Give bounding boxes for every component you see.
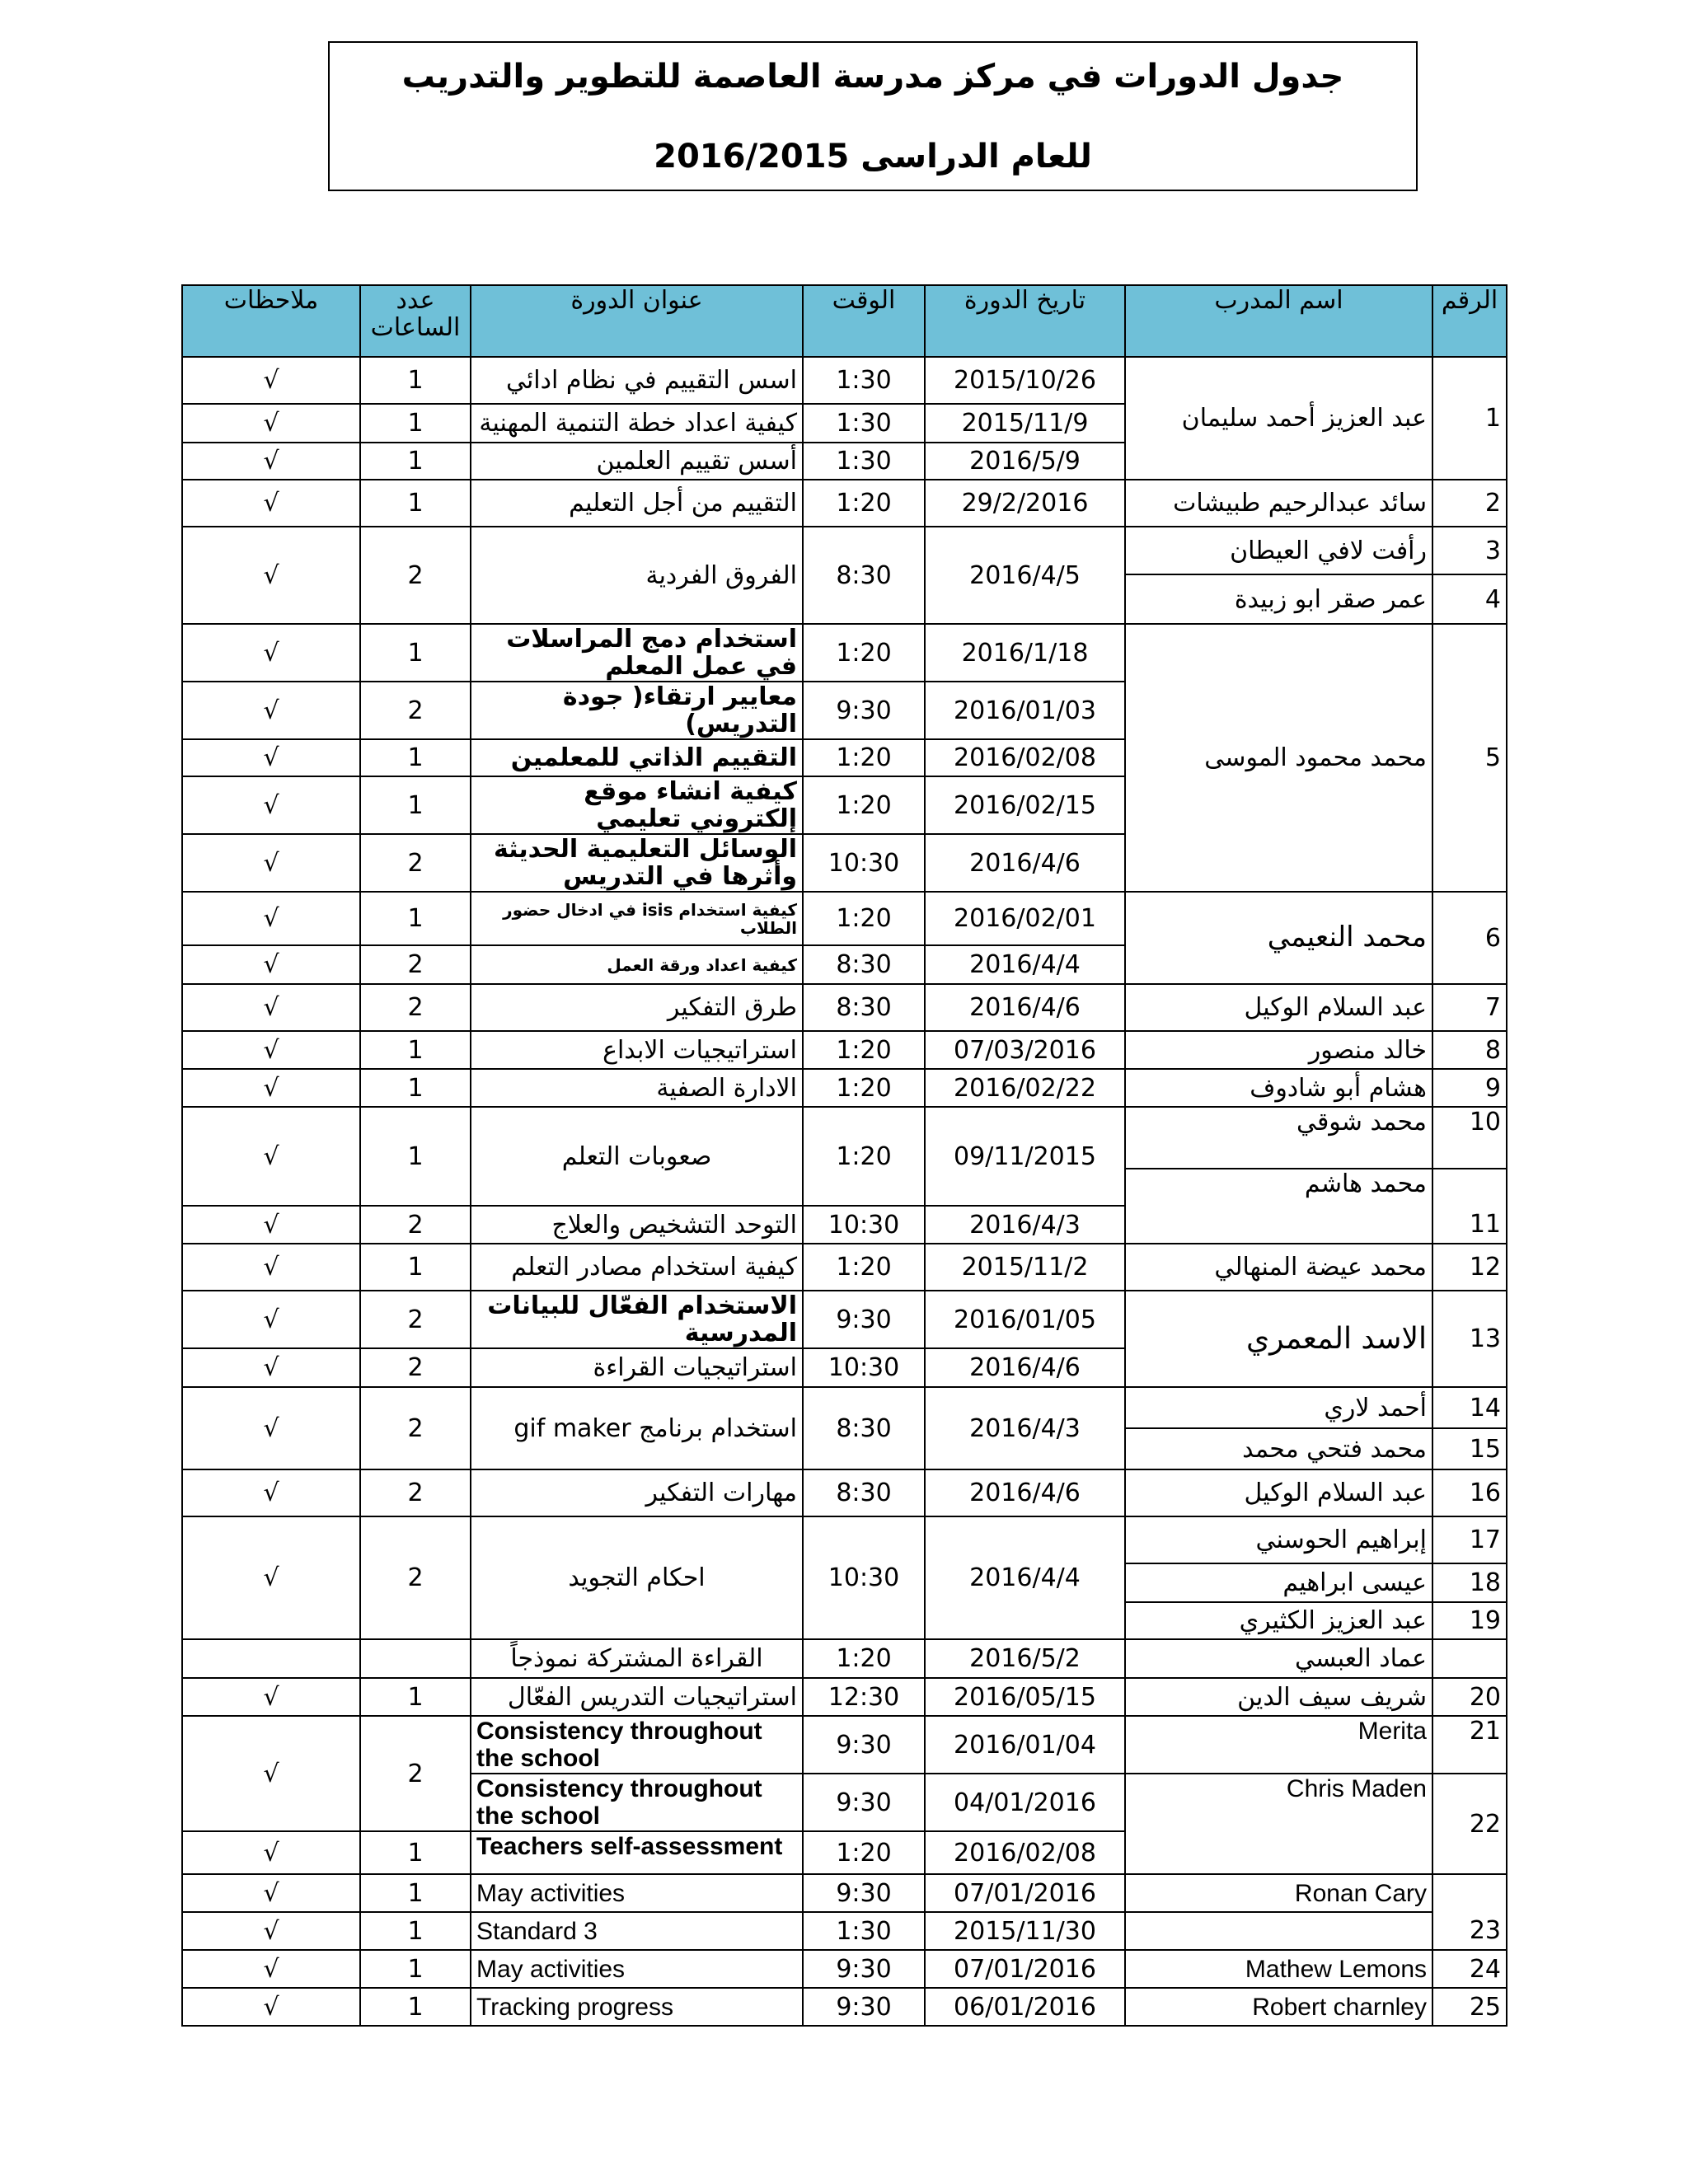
table-row	[182, 1291, 1507, 1348]
course-date: 2016/4/6	[925, 834, 1125, 892]
course-hours: 1	[360, 624, 471, 682]
course-time: 10:30	[803, 1348, 925, 1387]
notes-check: √	[182, 1678, 360, 1716]
course-time: 9:30	[803, 682, 925, 739]
course-time: 1:20	[803, 1639, 925, 1678]
header-hours: عدد الساعات	[360, 285, 471, 357]
notes-check: √	[182, 527, 360, 624]
course-time: 1:20	[803, 1069, 925, 1107]
notes-check: √	[182, 1206, 360, 1244]
header-date: تاريخ الدورة	[925, 285, 1125, 357]
course-time: 1:30	[803, 357, 925, 404]
course-date: 2016/4/6	[925, 984, 1125, 1031]
course-title: صعوبات التعلم	[471, 1107, 803, 1206]
course-hours: 1	[360, 892, 471, 945]
course-hours	[360, 1639, 471, 1678]
notes-check: √	[182, 1031, 360, 1069]
course-time: 9:30	[803, 1291, 925, 1348]
course-title: Consistency throughout the school	[471, 1774, 803, 1831]
course-hours: 1	[360, 739, 471, 776]
course-date: 2016/01/04	[925, 1716, 1125, 1774]
trainer-name: محمد شوقي	[1125, 1107, 1432, 1169]
table-row	[182, 1950, 1507, 1988]
table-row	[182, 1387, 1507, 1428]
course-date: 2016/4/5	[925, 527, 1125, 624]
course-time: 9:30	[803, 1874, 925, 1912]
trainer-name: عبد السلام الوكيل	[1125, 984, 1432, 1031]
course-hours: 1	[360, 1069, 471, 1107]
course-title: استخدام برنامج gif maker	[471, 1387, 803, 1469]
row-number: 2	[1432, 480, 1507, 527]
course-title: التوحد التشخيص والعلاج	[471, 1206, 803, 1244]
course-hours: 2	[360, 834, 471, 892]
row-number: 6	[1432, 892, 1507, 984]
course-title: طرق التفكير	[471, 984, 803, 1031]
course-hours: 1	[360, 443, 471, 480]
trainer-name: الاسد المعمري	[1125, 1291, 1432, 1387]
course-hours: 2	[360, 1516, 471, 1639]
course-title: الاستخدام الفعّال للبيانات المدرسية	[471, 1291, 803, 1348]
course-hours: 1	[360, 480, 471, 527]
row-number: 5	[1432, 624, 1507, 892]
table-row	[182, 1912, 1507, 1950]
course-date: 2016/02/15	[925, 776, 1125, 834]
table-row	[182, 1678, 1507, 1716]
notes-check: √	[182, 1716, 360, 1831]
trainer-name: رأفت لافي العيطان	[1125, 527, 1432, 574]
course-date: 06/01/2016	[925, 1988, 1125, 2026]
course-title: Teachers self-assessment	[471, 1831, 803, 1874]
course-title: الفروق الفردية	[471, 527, 803, 624]
course-title: التقييم الذاتي للمعلمين	[471, 739, 803, 776]
row-number: 24	[1432, 1950, 1507, 1988]
table-row	[182, 1469, 1507, 1516]
course-title: معايير ارتقاء( جودة التدريس)	[471, 682, 803, 739]
table-row	[182, 1206, 1507, 1244]
course-date: 2016/4/4	[925, 1516, 1125, 1639]
course-time: 1:20	[803, 624, 925, 682]
course-time: 1:30	[803, 443, 925, 480]
course-hours: 2	[360, 1387, 471, 1469]
row-number: 25	[1432, 1988, 1507, 2026]
course-title: May activities	[471, 1950, 803, 1988]
course-date: 2016/4/3	[925, 1206, 1125, 1244]
course-time: 9:30	[803, 1716, 925, 1774]
row-number: 21	[1432, 1716, 1507, 1774]
course-title: الوسائل التعليمية الحديثة وأثرها في التدريس	[471, 834, 803, 892]
course-title: القراءة المشتركة نموذجاً	[471, 1639, 803, 1678]
notes-check: √	[182, 1874, 360, 1912]
course-date: 2016/05/15	[925, 1678, 1125, 1716]
table-row	[182, 1244, 1507, 1291]
row-number: 19	[1432, 1602, 1507, 1639]
course-time: 1:20	[803, 1831, 925, 1874]
trainer-name: محمد محمود الموسى	[1125, 624, 1432, 892]
course-date: 2016/02/22	[925, 1069, 1125, 1107]
course-title: استراتيجيات الابداع	[471, 1031, 803, 1069]
trainer-name: خالد منصور	[1125, 1031, 1432, 1069]
course-date: 07/03/2016	[925, 1031, 1125, 1069]
course-date: 07/01/2016	[925, 1874, 1125, 1912]
course-date: 2016/5/9	[925, 443, 1125, 480]
course-time: 12:30	[803, 1678, 925, 1716]
trainer-name: Merita	[1125, 1716, 1432, 1774]
notes-check: √	[182, 404, 360, 443]
table-row	[182, 1107, 1507, 1169]
course-time: 1:20	[803, 739, 925, 776]
trainer-name: Mathew Lemons	[1125, 1950, 1432, 1988]
header-trainer: اسم المدرب	[1125, 285, 1432, 357]
notes-check: √	[182, 1291, 360, 1348]
row-number: 4	[1432, 574, 1507, 624]
notes-check: √	[182, 624, 360, 682]
course-date: 09/11/2015	[925, 1107, 1125, 1206]
page-subtitle: للعام الدراسى 2016/2015	[654, 138, 1092, 176]
header-time: الوقت	[803, 285, 925, 357]
row-number	[1432, 1639, 1507, 1678]
header-notes: ملاحظات	[182, 285, 360, 357]
course-time: 8:30	[803, 1469, 925, 1516]
course-date: 2016/02/08	[925, 1831, 1125, 1874]
header-row	[182, 285, 1507, 357]
course-time: 10:30	[803, 834, 925, 892]
course-date: 07/01/2016	[925, 1950, 1125, 1988]
course-time: 8:30	[803, 984, 925, 1031]
course-time: 1:20	[803, 1107, 925, 1206]
trainer-name: شريف سيف الدين	[1125, 1678, 1432, 1716]
course-title: اسس التقييم في نظام ادائي	[471, 357, 803, 404]
notes-check	[182, 1639, 360, 1678]
table-row	[182, 1874, 1507, 1912]
row-number: 9	[1432, 1069, 1507, 1107]
course-hours: 1	[360, 1107, 471, 1206]
course-date: 29/2/2016	[925, 480, 1125, 527]
notes-check: √	[182, 1988, 360, 2026]
course-date: 2016/01/05	[925, 1291, 1125, 1348]
row-number	[1432, 1874, 1507, 1912]
notes-check: √	[182, 1516, 360, 1639]
course-title: أسس تقييم العلمين	[471, 443, 803, 480]
course-time: 1:20	[803, 1244, 925, 1291]
trainer-name: محمد هاشم	[1125, 1169, 1432, 1206]
notes-check: √	[182, 739, 360, 776]
course-title: Consistency throughout the school	[471, 1716, 803, 1774]
trainer-name: هشام أبو شادوف	[1125, 1069, 1432, 1107]
row-number: 13	[1432, 1291, 1507, 1387]
row-number: 15	[1432, 1428, 1507, 1469]
course-date: 04/01/2016	[925, 1774, 1125, 1831]
course-title: التقييم من أجل التعليم	[471, 480, 803, 527]
trainer-name: عيسى ابراهيم	[1125, 1563, 1432, 1602]
notes-check: √	[182, 984, 360, 1031]
notes-check: √	[182, 480, 360, 527]
course-time: 9:30	[803, 1988, 925, 2026]
trainer-name	[1125, 1912, 1432, 1950]
course-date: 2015/11/2	[925, 1244, 1125, 1291]
trainer-name: عماد العبسي	[1125, 1639, 1432, 1678]
page-title: جدول الدورات في مركز مدرسة العاصمة للتطوير والتدريب	[401, 58, 1344, 96]
notes-check: √	[182, 1107, 360, 1206]
course-title: مهارات التفكير	[471, 1469, 803, 1516]
course-title: استراتيجيات التدريس الفعّال	[471, 1678, 803, 1716]
course-hours: 2	[360, 945, 471, 984]
trainer-name: محمد عيضة المنهالي	[1125, 1244, 1432, 1291]
trainer-name: Chris Maden	[1125, 1774, 1432, 1874]
row-number: 16	[1432, 1469, 1507, 1516]
row-number: 14	[1432, 1387, 1507, 1428]
trainer-name: أحمد لاري	[1125, 1387, 1432, 1428]
course-hours: 2	[360, 984, 471, 1031]
course-title: كيفية استخدام isis في ادخال حضور الطلاب	[471, 892, 803, 945]
course-hours: 2	[360, 1716, 471, 1831]
trainer-name: محمد النعيمي	[1125, 892, 1432, 984]
table-row	[182, 1988, 1507, 2026]
course-hours: 1	[360, 1031, 471, 1069]
table-row	[182, 1639, 1507, 1678]
table-row	[182, 480, 1507, 527]
notes-check: √	[182, 1831, 360, 1874]
course-time: 10:30	[803, 1206, 925, 1244]
notes-check: √	[182, 357, 360, 404]
notes-check: √	[182, 892, 360, 945]
trainer-name: Robert charnley	[1125, 1988, 1432, 2026]
course-hours: 2	[360, 1348, 471, 1387]
row-number: 10	[1432, 1107, 1507, 1169]
course-time: 8:30	[803, 1387, 925, 1469]
course-title: استخدام دمج المراسلات في عمل المعلم	[471, 624, 803, 682]
row-number: 23	[1432, 1912, 1507, 1950]
row-number: 1	[1432, 357, 1507, 480]
row-number: 12	[1432, 1244, 1507, 1291]
row-number: 22	[1432, 1774, 1507, 1874]
trainer-name: إبراهيم الحوسني	[1125, 1516, 1432, 1563]
course-hours: 1	[360, 1950, 471, 1988]
course-date: 2015/11/30	[925, 1912, 1125, 1950]
course-hours: 2	[360, 682, 471, 739]
notes-check: √	[182, 1069, 360, 1107]
title-box	[328, 41, 1418, 191]
course-time: 8:30	[803, 945, 925, 984]
course-date: 2016/4/3	[925, 1387, 1125, 1469]
notes-check: √	[182, 1348, 360, 1387]
course-date: 2015/11/9	[925, 404, 1125, 443]
course-hours: 1	[360, 1831, 471, 1874]
course-title: استراتيجيات القراءة	[471, 1348, 803, 1387]
trainer-name: عبد السلام الوكيل	[1125, 1469, 1432, 1516]
table-row	[182, 357, 1507, 404]
course-title: كيفية اعداد ورقة العمل	[471, 945, 803, 984]
trainer-name: عمر صقر ابو زبيدة	[1125, 574, 1432, 624]
course-hours: 2	[360, 1291, 471, 1348]
trainer-name: سائد عبدالرحيم طبيشات	[1125, 480, 1432, 527]
trainer-name	[1125, 1206, 1432, 1244]
table-row	[182, 1716, 1507, 1774]
course-date: 2015/10/26	[925, 357, 1125, 404]
row-number: 17	[1432, 1516, 1507, 1563]
table-row	[182, 984, 1507, 1031]
notes-check: √	[182, 776, 360, 834]
notes-check: √	[182, 1244, 360, 1291]
table-row	[182, 892, 1507, 945]
course-hours: 1	[360, 1874, 471, 1912]
notes-check: √	[182, 443, 360, 480]
course-date: 2016/4/6	[925, 1469, 1125, 1516]
course-title: كيفية انشاء موقع إلكتروني تعليمي	[471, 776, 803, 834]
row-number: 18	[1432, 1563, 1507, 1602]
course-date: 2016/1/18	[925, 624, 1125, 682]
course-date: 2016/02/01	[925, 892, 1125, 945]
course-time: 1:20	[803, 892, 925, 945]
course-title: كيفية استخدام مصادر التعلم	[471, 1244, 803, 1291]
notes-check: √	[182, 945, 360, 984]
row-number: 11	[1432, 1206, 1507, 1244]
course-time: 1:30	[803, 404, 925, 443]
course-hours: 1	[360, 1678, 471, 1716]
course-title: الادارة الصفية	[471, 1069, 803, 1107]
course-time: 9:30	[803, 1774, 925, 1831]
table-row	[182, 527, 1507, 574]
course-date: 2016/4/6	[925, 1348, 1125, 1387]
course-time: 9:30	[803, 1950, 925, 1988]
notes-check: √	[182, 1469, 360, 1516]
trainer-name: عبد العزيز الكثيري	[1125, 1602, 1432, 1639]
table-row	[182, 1031, 1507, 1069]
row-number	[1432, 1169, 1507, 1206]
header-num: الرقم	[1432, 285, 1507, 357]
table-row	[182, 624, 1507, 682]
row-number: 7	[1432, 984, 1507, 1031]
course-time: 1:20	[803, 480, 925, 527]
course-hours: 1	[360, 1912, 471, 1950]
trainer-name: Ronan Cary	[1125, 1874, 1432, 1912]
course-time: 1:20	[803, 776, 925, 834]
table-row	[182, 1516, 1507, 1563]
trainer-name: محمد فتحي محمد	[1125, 1428, 1432, 1469]
course-title: كيفية اعداد خطة التنمية المهنية	[471, 404, 803, 443]
course-time: 1:30	[803, 1912, 925, 1950]
notes-check: √	[182, 834, 360, 892]
header-title: عنوان الدورة	[471, 285, 803, 357]
course-hours: 1	[360, 1244, 471, 1291]
notes-check: √	[182, 1912, 360, 1950]
course-hours: 1	[360, 357, 471, 404]
course-time: 10:30	[803, 1516, 925, 1639]
course-date: 2016/4/4	[925, 945, 1125, 984]
course-date: 2016/5/2	[925, 1639, 1125, 1678]
table-row	[182, 1069, 1507, 1107]
row-number: 20	[1432, 1678, 1507, 1716]
course-hours: 2	[360, 1469, 471, 1516]
course-title: Tracking progress	[471, 1988, 803, 2026]
courses-table	[181, 284, 1507, 2027]
course-date: 2016/01/03	[925, 682, 1125, 739]
row-number: 8	[1432, 1031, 1507, 1069]
course-title: May activities	[471, 1874, 803, 1912]
course-title: احكام التجويد	[471, 1516, 803, 1639]
course-hours: 1	[360, 404, 471, 443]
course-date: 2016/02/08	[925, 739, 1125, 776]
course-hours: 1	[360, 1988, 471, 2026]
notes-check: √	[182, 682, 360, 739]
notes-check: √	[182, 1387, 360, 1469]
trainer-name: عبد العزيز أحمد سليمان	[1125, 357, 1432, 480]
course-time: 1:20	[803, 1031, 925, 1069]
course-hours: 2	[360, 527, 471, 624]
row-number: 3	[1432, 527, 1507, 574]
course-time: 8:30	[803, 527, 925, 624]
notes-check: √	[182, 1950, 360, 1988]
course-hours: 2	[360, 1206, 471, 1244]
course-title: Standard 3	[471, 1912, 803, 1950]
course-hours: 1	[360, 776, 471, 834]
